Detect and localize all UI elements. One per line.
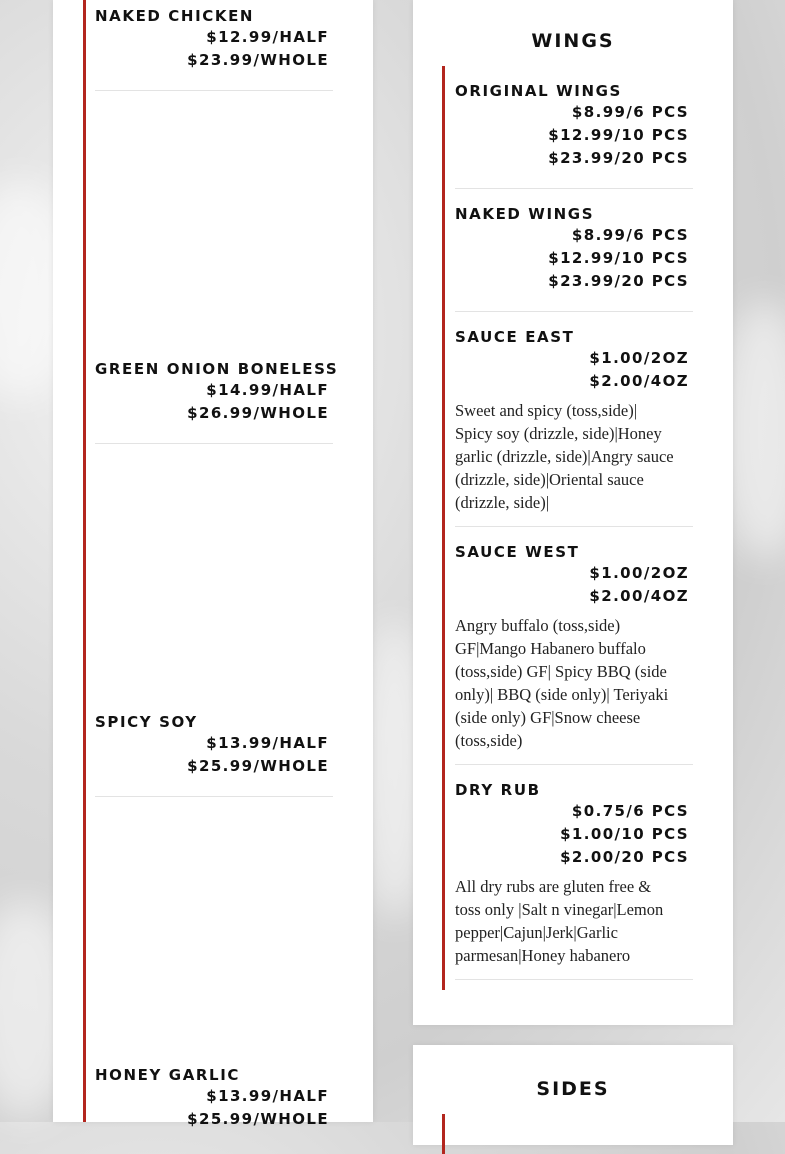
item-name: HONEY GARLIC (95, 1066, 241, 1084)
item-name: NAKED WINGS (455, 205, 595, 223)
item-price: $12.99/10 PCS (548, 249, 689, 267)
item-price: $25.99/WHOLE (187, 1110, 329, 1128)
item-price: $8.99/6 PCS (571, 103, 689, 121)
section-title: WINGS (531, 30, 615, 52)
item-price: $2.00/4OZ (589, 372, 689, 390)
item-price: $26.99/WHOLE (187, 404, 329, 422)
menu-item (455, 542, 693, 765)
item-price: $2.00/4OZ (589, 587, 689, 605)
item-price: $13.99/HALF (206, 1087, 329, 1105)
item-price: $1.00/2OZ (589, 564, 689, 582)
item-price: $23.99/WHOLE (187, 51, 329, 69)
item-price: $0.75/6 PCS (571, 802, 689, 820)
sides-menu-panel (413, 1045, 733, 1145)
accent-line (83, 0, 86, 1122)
accent-line (442, 66, 445, 990)
wings-menu-panel (413, 0, 733, 1025)
item-name: GREEN ONION BONELESS (95, 360, 339, 378)
item-price: $23.99/20 PCS (548, 149, 689, 167)
menu-item (455, 204, 693, 312)
item-name: DRY RUB (455, 781, 541, 799)
item-price: $2.00/20 PCS (560, 848, 689, 866)
item-price: $13.99/HALF (206, 734, 329, 752)
menu-item (95, 712, 333, 797)
item-name: SAUCE WEST (455, 543, 580, 561)
item-name: SPICY SOY (95, 713, 198, 731)
accent-line (442, 1114, 445, 1154)
item-price: $1.00/10 PCS (560, 825, 689, 843)
menu-item (95, 359, 339, 444)
menu-item (95, 6, 333, 91)
item-name: ORIGINAL WINGS (455, 82, 622, 100)
item-description: Angry buffalo (toss,side) GF|Mango Habanero buffalo (toss,side) GF| Spicy BBQ (side only)| BBQ (side only)| Teriyaki (side only) GF|Snow cheese (toss,side) (455, 616, 669, 750)
chicken-menu-panel (53, 0, 373, 1128)
menu-item (455, 81, 693, 189)
item-price: $23.99/20 PCS (548, 272, 689, 290)
item-price: $8.99/6 PCS (571, 226, 689, 244)
section-title: SIDES (536, 1078, 610, 1100)
item-price: $25.99/WHOLE (187, 757, 329, 775)
item-name: NAKED CHICKEN (95, 7, 255, 25)
menu-item (455, 780, 693, 980)
item-price: $14.99/HALF (206, 381, 329, 399)
item-price: $12.99/10 PCS (548, 126, 689, 144)
item-name: SAUCE EAST (455, 328, 575, 346)
menu-item (95, 1065, 333, 1128)
menu-item (455, 327, 693, 527)
item-price: $12.99/HALF (206, 28, 329, 46)
item-description: All dry rubs are gluten free & toss only |Salt n vinegar|Lemon pepper|Cajun|Jerk|Garlic parmesan|Honey habanero (455, 877, 664, 965)
item-price: $1.00/2OZ (589, 349, 689, 367)
item-description: Sweet and spicy (toss,side)| Spicy soy (drizzle, side)|Honey garlic (drizzle, side)|Angry sauce (drizzle, side)|Oriental sauce (drizzle, side)| (455, 401, 674, 512)
